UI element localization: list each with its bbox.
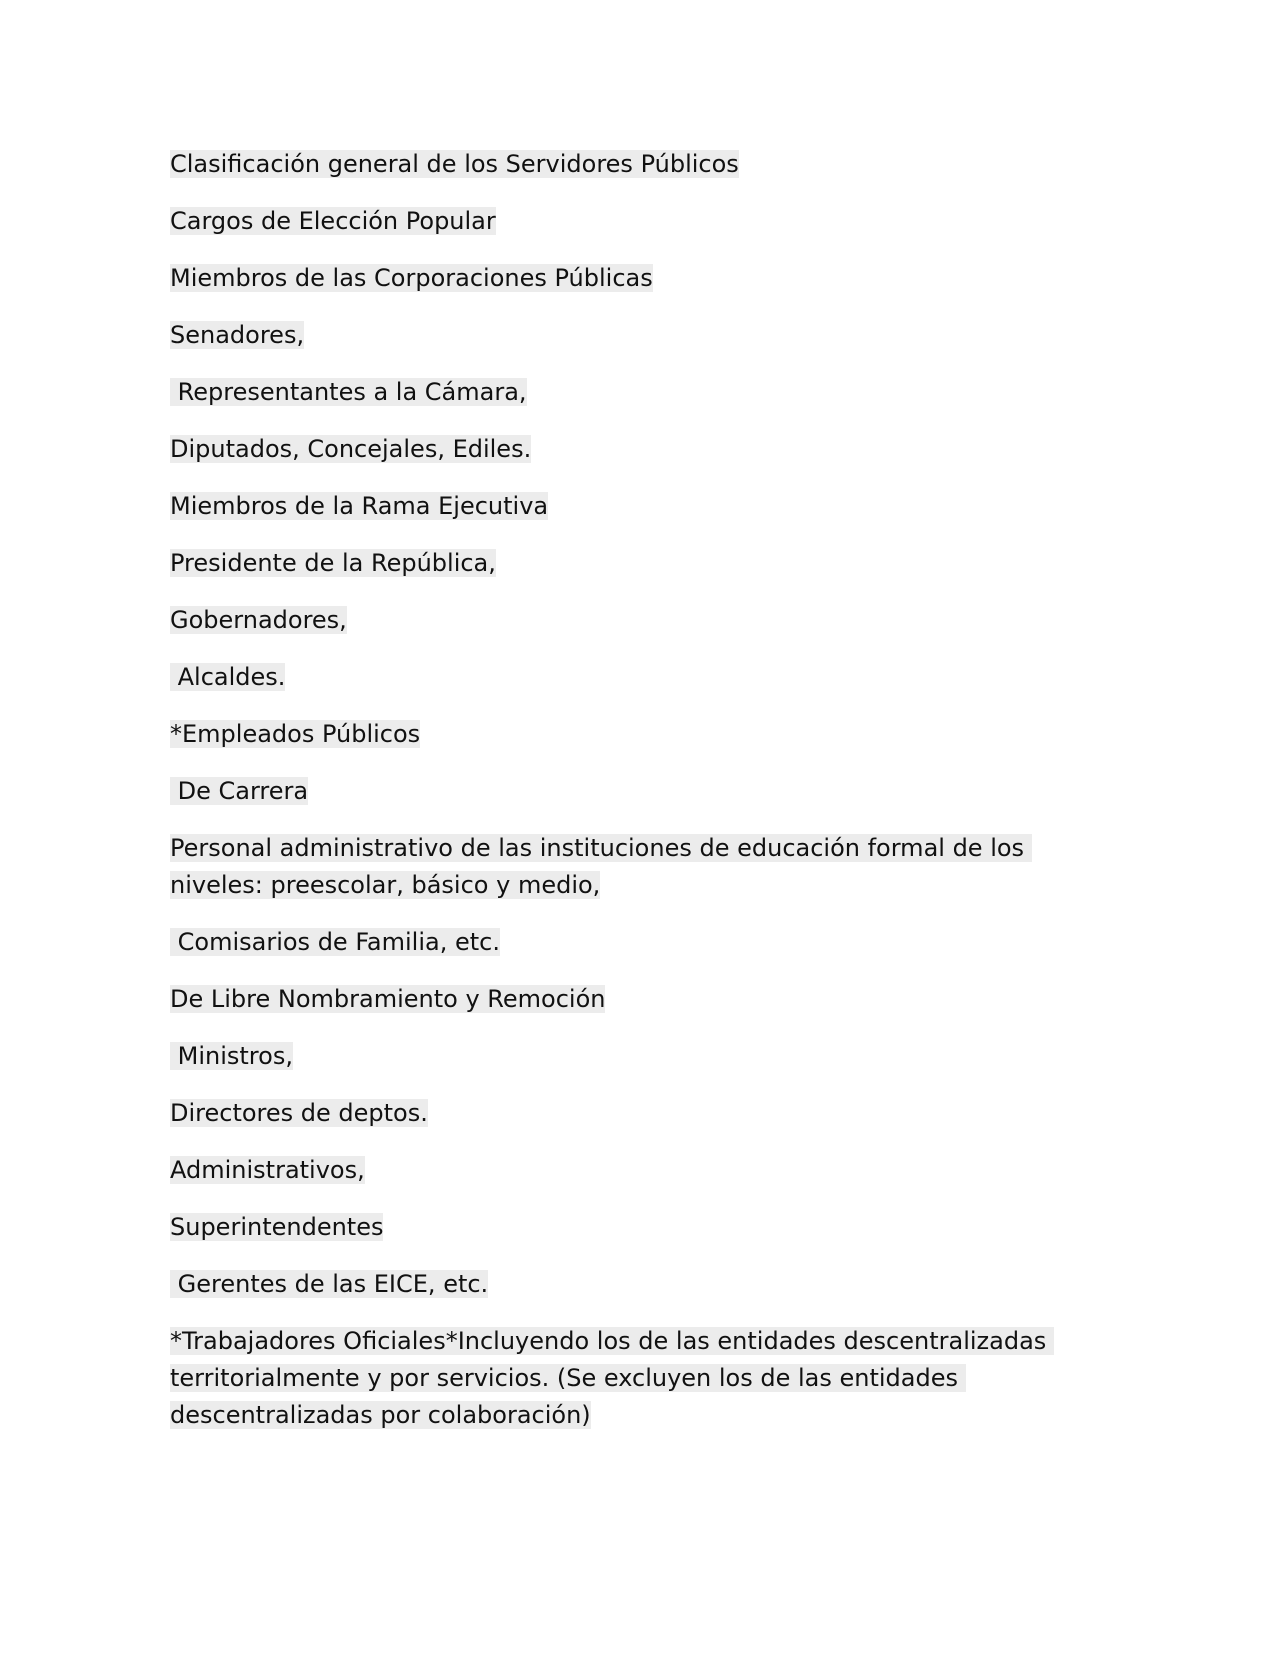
document-paragraph	[170, 1266, 1050, 1303]
paragraph-text: Gobernadores,	[170, 606, 347, 634]
paragraph-text: Superintendentes	[170, 1213, 384, 1241]
paragraph-text: De Carrera	[170, 777, 309, 805]
document-paragraph	[170, 545, 1050, 582]
document-paragraph	[170, 488, 1050, 525]
document-paragraph	[170, 260, 1050, 297]
paragraph-text: *Trabajadores Oficiales*Incluyendo los de las entidades descentralizadas territorialmente y por servicios. (Se excluyen los de las entidades descentralizadas por colaboración)	[170, 1327, 1054, 1429]
paragraph-text: Ministros,	[170, 1042, 293, 1070]
paragraph-text: Diputados, Concejales, Ediles.	[170, 435, 532, 463]
paragraph-text: Alcaldes.	[170, 663, 286, 691]
document-paragraph	[170, 317, 1050, 354]
paragraph-text: Comisarios de Familia, etc.	[170, 928, 500, 956]
paragraph-text: Senadores,	[170, 321, 305, 349]
document-paragraph	[170, 146, 1050, 183]
document-paragraph	[170, 1152, 1050, 1189]
document-paragraph	[170, 1209, 1050, 1246]
document-paragraph	[170, 1095, 1050, 1132]
document-paragraph	[170, 1038, 1050, 1075]
document-paragraph	[170, 659, 1050, 696]
document-paragraph	[170, 924, 1050, 961]
document-paragraph	[170, 203, 1050, 240]
document-paragraph	[170, 1323, 1054, 1434]
document-paragraph	[170, 431, 1050, 468]
document-paragraph	[170, 830, 1050, 904]
paragraph-text: Miembros de la Rama Ejecutiva	[170, 492, 549, 520]
paragraph-text: Clasificación general de los Servidores Públicos	[170, 150, 739, 178]
document-paragraph	[170, 602, 1050, 639]
document-paragraph	[170, 773, 1050, 810]
paragraph-text: *Empleados Públicos	[170, 720, 421, 748]
paragraph-text: Personal administrativo de las instituciones de educación formal de los niveles: preescolar, básico y medio,	[170, 834, 1032, 899]
paragraph-text: Miembros de las Corporaciones Públicas	[170, 264, 653, 292]
document-paragraph	[170, 716, 1050, 753]
paragraph-text: Gerentes de las EICE, etc.	[170, 1270, 489, 1298]
document-paragraph	[170, 374, 1050, 411]
paragraph-text: Cargos de Elección Popular	[170, 207, 496, 235]
document-paragraph	[170, 981, 1050, 1018]
paragraph-text: Administrativos,	[170, 1156, 365, 1184]
paragraph-text: De Libre Nombramiento y Remoción	[170, 985, 606, 1013]
document-page	[170, 146, 1054, 1454]
paragraph-text: Representantes a la Cámara,	[170, 378, 527, 406]
paragraph-text: Directores de deptos.	[170, 1099, 428, 1127]
paragraph-text: Presidente de la República,	[170, 549, 496, 577]
